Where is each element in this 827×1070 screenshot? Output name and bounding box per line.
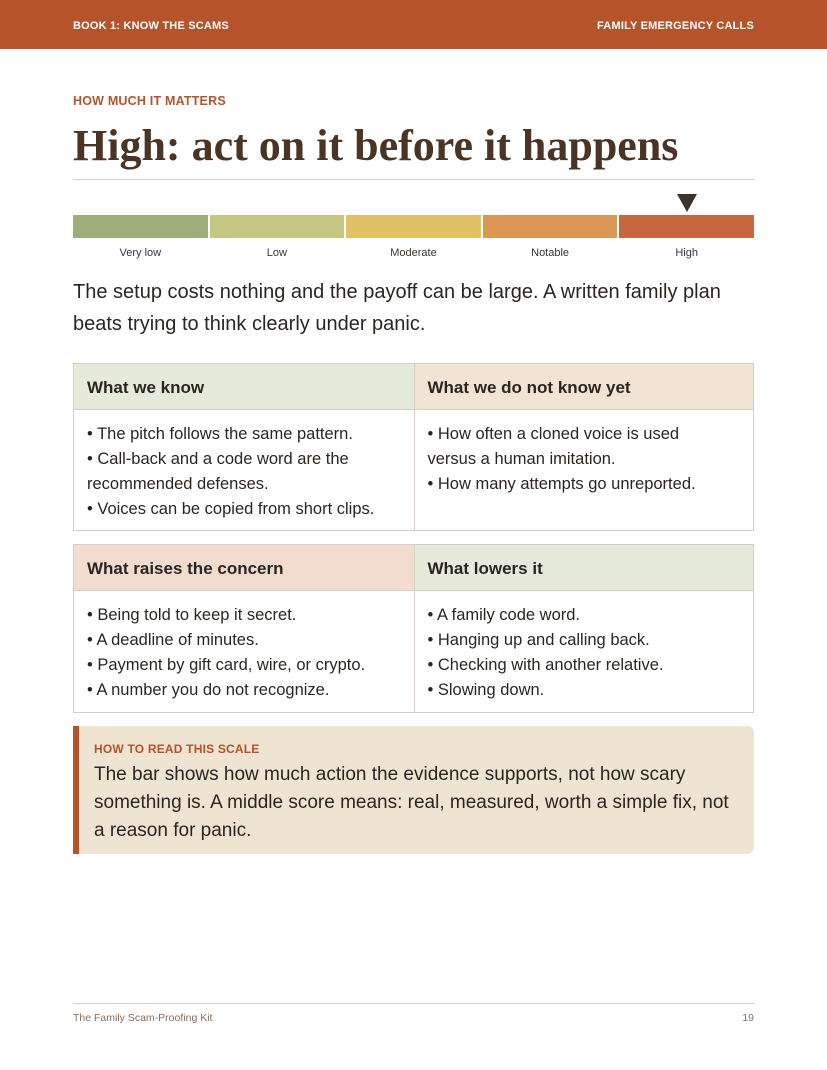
scale-label-high: High xyxy=(675,247,698,259)
section-kicker: HOW MUCH IT MATTERS xyxy=(73,94,226,108)
running-header xyxy=(0,0,827,49)
lowers-item: • Slowing down. xyxy=(427,681,545,699)
lowers-item: • Checking with another relative. xyxy=(427,656,664,674)
lowers-item: • A family code word. xyxy=(427,606,581,624)
lowers-item: • Hanging up and calling back. xyxy=(427,631,650,649)
unknown-item: • How many attempts go unreported. xyxy=(427,475,696,493)
factors-table xyxy=(73,544,754,713)
unknown-item: versus a human imitation. xyxy=(427,450,616,468)
known-list xyxy=(74,410,414,531)
unknown-list xyxy=(414,410,754,531)
scale-explainer-callout xyxy=(73,726,754,854)
scale-label-notable: Notable xyxy=(531,247,570,259)
footer-book-title: The Family Scam-Proofing Kit xyxy=(73,1012,213,1024)
known-item: • Voices can be copied from short clips. xyxy=(87,500,375,518)
known-heading: What we know xyxy=(87,378,205,397)
raises-list xyxy=(74,591,414,713)
page-number: 19 xyxy=(742,1012,754,1024)
lowers-list xyxy=(414,591,754,713)
known-header-cell xyxy=(74,364,414,409)
raises-item: • Being told to keep it secret. xyxy=(87,606,297,624)
risk-scale-bar xyxy=(73,215,754,239)
known-item: recommended defenses. xyxy=(87,475,269,493)
footer-divider xyxy=(73,1003,754,1004)
scale-segment-high xyxy=(619,215,754,238)
unknown-heading: What we do not know yet xyxy=(427,378,631,397)
scale-segment-notable xyxy=(483,215,618,238)
page-title: High: act on it before it happens xyxy=(73,121,679,170)
raises-heading: What raises the concern xyxy=(87,559,284,578)
callout-text: The bar shows how much action the evidence supports, not how scary something is. A middle score means: real, measured, worth a simple fix, not a reason for panic. xyxy=(94,764,729,841)
raises-header-cell xyxy=(74,545,414,590)
scale-label-low: Low xyxy=(266,247,287,259)
down-triangle-icon xyxy=(677,194,697,212)
scale-segment-very-low xyxy=(73,215,208,238)
chapter-title: FAMILY EMERGENCY CALLS xyxy=(597,20,754,32)
lede-paragraph: The setup costs nothing and the payoff can be large. A written family plan beats trying to think clearly under panic. xyxy=(73,281,721,335)
evidence-table xyxy=(73,363,754,531)
raises-item: • Payment by gift card, wire, or crypto. xyxy=(87,656,366,674)
callout-kicker: HOW TO READ THIS SCALE xyxy=(94,742,260,756)
known-item: • The pitch follows the same pattern. xyxy=(87,425,353,443)
scale-label-very-low: Very low xyxy=(119,247,162,259)
unknown-item: • How often a cloned voice is used xyxy=(427,425,680,443)
unknown-header-cell xyxy=(414,364,754,409)
title-divider xyxy=(73,179,754,180)
lowers-heading: What lowers it xyxy=(427,559,543,578)
scale-segment-low xyxy=(210,215,345,238)
scale-segment-moderate xyxy=(346,215,481,238)
scale-label-moderate: Moderate xyxy=(390,247,437,259)
raises-item: • A deadline of minutes. xyxy=(87,631,259,649)
raises-item: • A number you do not recognize. xyxy=(87,681,330,699)
known-item: • Call-back and a code word are the xyxy=(87,450,349,468)
book-title: BOOK 1: KNOW THE SCAMS xyxy=(73,20,229,32)
lowers-header-cell xyxy=(414,545,754,590)
